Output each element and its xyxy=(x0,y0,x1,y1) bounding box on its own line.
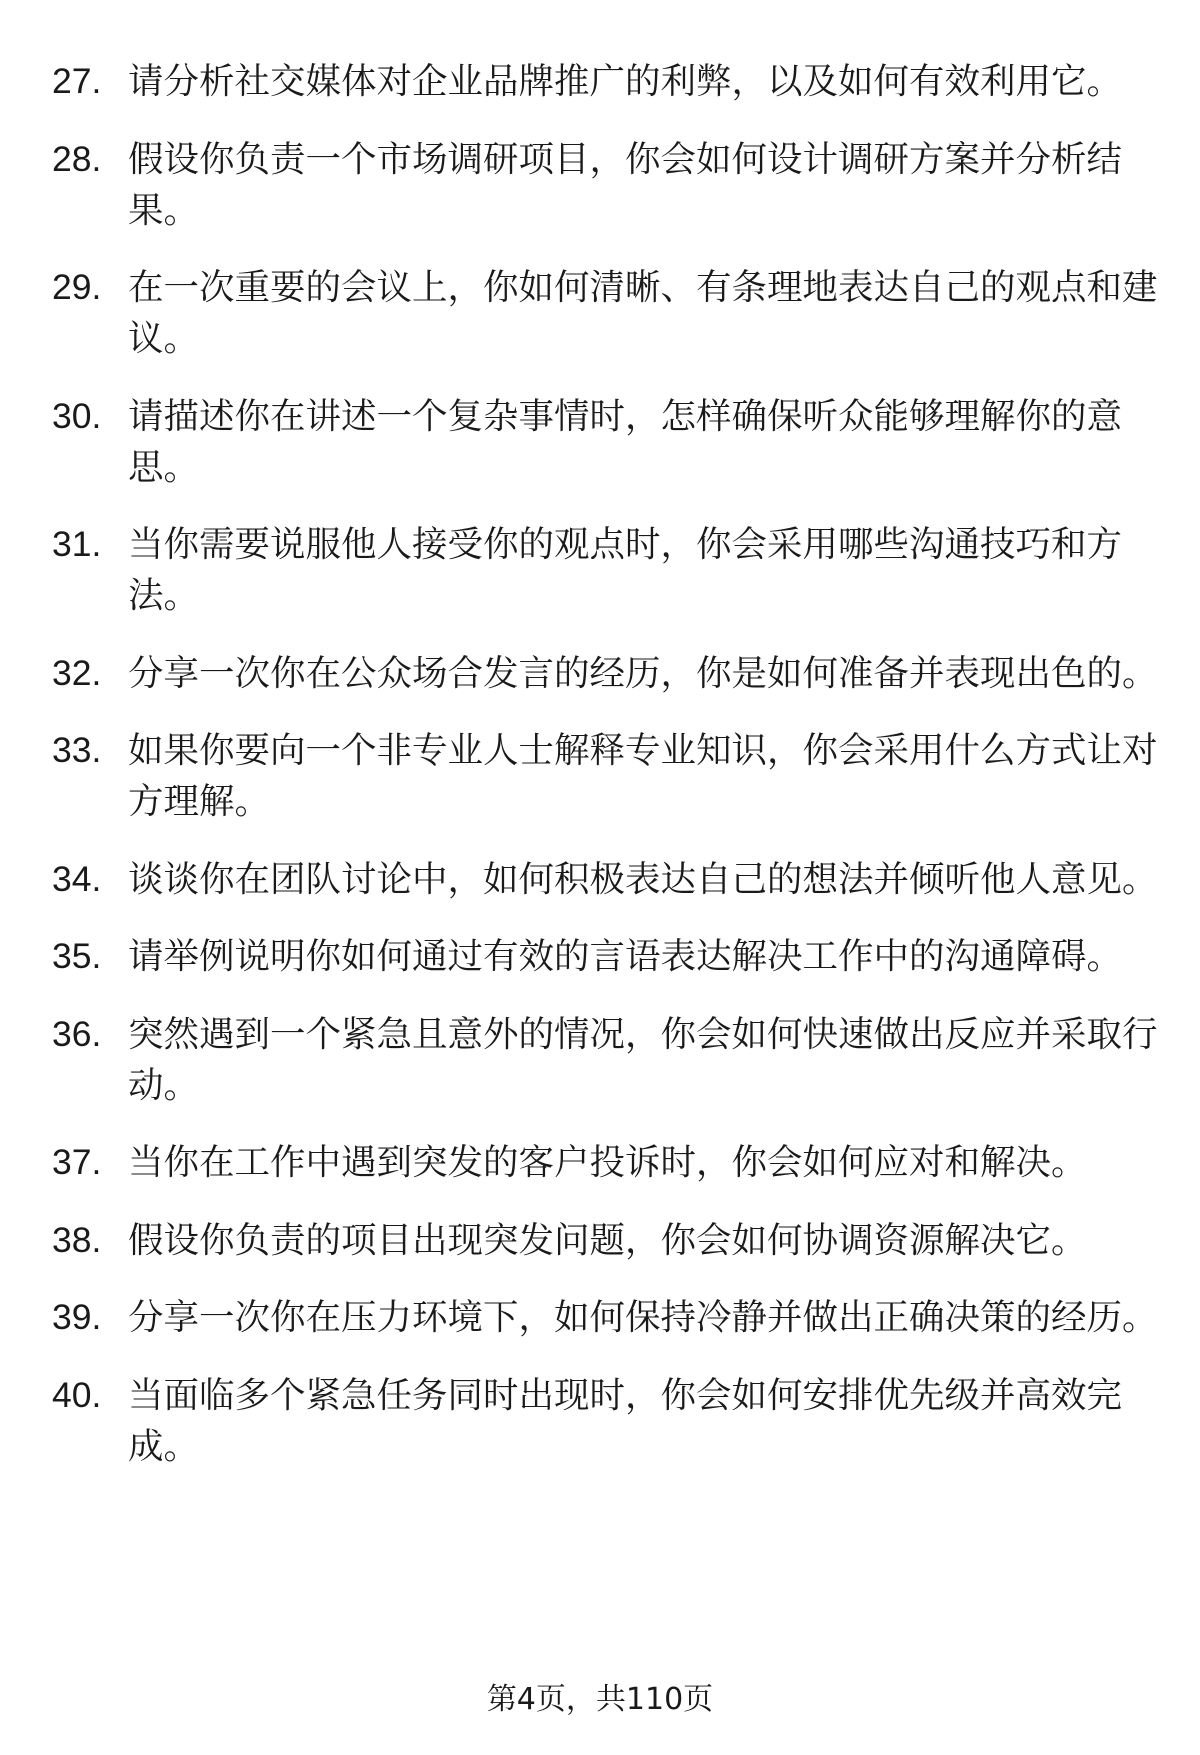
question-number: 33. xyxy=(52,730,102,770)
question-number: 32. xyxy=(52,652,102,693)
question-number: 31. xyxy=(52,524,102,564)
question-number: 30. xyxy=(52,395,102,436)
list-item xyxy=(52,931,1162,982)
question-text: 分享一次你在压力环境下，如何保持冷静并做出正确决策的经历。 xyxy=(128,1297,1158,1338)
question-text: 在一次重要的会议上，你如何清晰、有条理地表达自己的观点和建议。 xyxy=(128,267,1158,359)
list-item xyxy=(52,1215,1162,1266)
list-item xyxy=(52,1370,1162,1472)
question-text: 请举例说明你如何通过有效的言语表达解决工作中的沟通障碍。 xyxy=(128,936,1123,977)
page-footer: 第4页，共110页 xyxy=(486,1682,714,1717)
question-text: 假设你负责的项目出现突发问题，你会如何协调资源解决它。 xyxy=(128,1219,1087,1261)
question-number: 40. xyxy=(52,1374,102,1415)
question-number: 27. xyxy=(52,61,102,101)
question-number: 28. xyxy=(52,138,102,179)
list-item xyxy=(52,1137,1162,1188)
list-item xyxy=(52,1009,1162,1111)
question-number: 34. xyxy=(52,858,102,899)
list-item xyxy=(52,1292,1162,1343)
question-text: 当面临多个紧急任务同时出现时，你会如何安排优先级并高效完成。 xyxy=(128,1374,1123,1467)
question-text: 请分析社交媒体对企业品牌推广的利弊，以及如何有效利用它。 xyxy=(128,61,1123,102)
question-text: 如果你要向一个非专业人士解释专业知识，你会采用什么方式让对方理解。 xyxy=(128,730,1158,822)
list-item xyxy=(52,519,1162,621)
question-number: 39. xyxy=(52,1297,102,1337)
list-item xyxy=(52,262,1162,364)
question-text: 假设你负责一个市场调研项目，你会如何设计调研方案并分析结果。 xyxy=(128,138,1123,231)
list-item xyxy=(52,725,1162,827)
question-text: 当你需要说服他人接受你的观点时，你会采用哪些沟通技巧和方法。 xyxy=(128,524,1123,616)
list-item xyxy=(52,134,1162,236)
list-item xyxy=(52,648,1162,699)
question-number: 35. xyxy=(52,936,102,976)
question-text: 分享一次你在公众场合发言的经历，你是如何准备并表现出色的。 xyxy=(128,652,1158,694)
question-text: 突然遇到一个紧急且意外的情况，你会如何快速做出反应并采取行动。 xyxy=(128,1013,1158,1106)
question-text: 谈谈你在团队讨论中，如何积极表达自己的想法并倾听他人意见。 xyxy=(128,858,1158,900)
question-number: 37. xyxy=(52,1142,102,1182)
question-number: 29. xyxy=(52,267,102,307)
list-item xyxy=(52,56,1162,107)
list-item xyxy=(52,391,1162,493)
question-text: 请描述你在讲述一个复杂事情时，怎样确保听众能够理解你的意思。 xyxy=(128,395,1123,488)
question-list xyxy=(52,56,1162,1498)
question-number: 36. xyxy=(52,1013,102,1054)
question-text: 当你在工作中遇到突发的客户投诉时，你会如何应对和解决。 xyxy=(128,1142,1087,1183)
question-number: 38. xyxy=(52,1219,102,1260)
list-item xyxy=(52,854,1162,905)
